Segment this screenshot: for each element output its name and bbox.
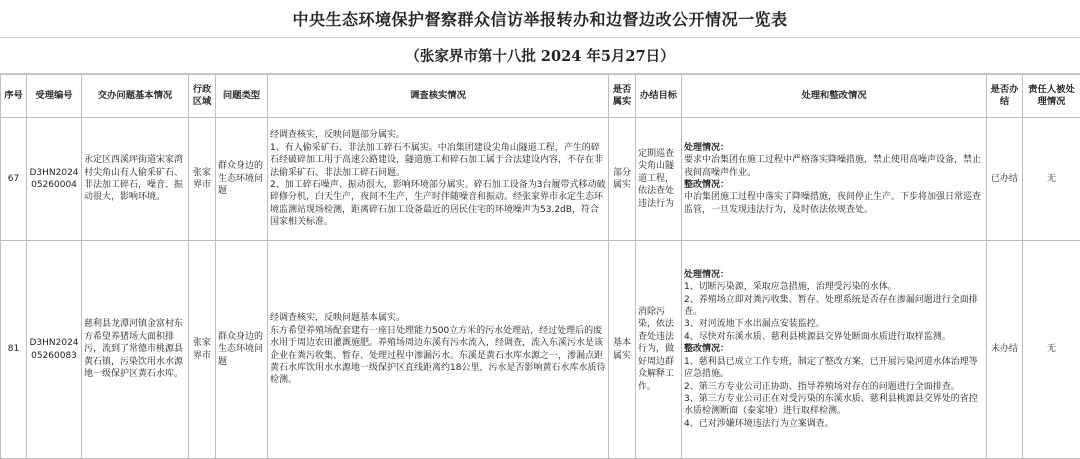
punish-cell: 无 bbox=[1023, 118, 1080, 241]
rectify-text: 1、慈利县已成立工作专班，制定了整改方案，已开展污染河道水体治理等应急措施。 2、第三方专业公司正协助、指导养殖场对存在的问题进行全面排查。 3、第三方专业公司正在对受污染的东溪水质、慈利县桃源县交界处的省控水质检测断面（泰家垭）进行取样检测。 4、已对涉嫌环境违法行为立案调查。 bbox=[684, 356, 984, 430]
header-cell: 责任人被处理情况 bbox=[1023, 75, 1080, 118]
done-cell: 已办结 bbox=[987, 118, 1023, 241]
rectify-label: 整改情况： bbox=[684, 179, 984, 191]
type-cell: 群众身边的生态环境问题 bbox=[216, 241, 268, 459]
page-subtitle: （张家界市第十八批 2024 年5月27日） bbox=[405, 45, 674, 66]
header-cell: 序号 bbox=[1, 75, 27, 118]
header-cell: 处理和整改情况 bbox=[682, 75, 987, 118]
handling-text: 要求中冶集团在施工过程中严格落实降噪措施，禁止使用高噪声设备，禁止夜间高噪声作业。 bbox=[684, 154, 984, 179]
title-bar bbox=[0, 0, 1080, 38]
issue-cell: 永定区西溪坪街道宋家湾村尖角山有人偷采矿石、非法加工碎石，噪音、振动很大，影响环境。 bbox=[82, 118, 189, 241]
handling-label: 处理情况： bbox=[684, 142, 984, 154]
goal-cell: 消除污染，依法查处违法行为，做好周边群众解释工作。 bbox=[636, 241, 682, 459]
done-cell: 未办结 bbox=[987, 241, 1023, 459]
investigation-cell: 经调查核实，反映问题部分属实。 1、有人偷采矿石、非法加工碎石不属实。中冶集团建设尖角山隧道工程，产生的碎石经破碎加工用于高速公路建设，隧道施工和碎石加工属于合法建设内容，不存在非法偷采矿石、非法加工碎石问题。 2、加工碎石噪声、振动很大，影响环境部分属实。碎石加工设备为3台履带式移动破碎修分机，白天生产，夜间不生产，生产时伴随噪音和振动。经张家界市永定生态环境监测站现场检测，距离碎石加工设备最近的居民住宅的环境噪声为53.2dB，符合国家相关标准。 bbox=[268, 118, 609, 241]
index-cell: 81 bbox=[1, 241, 27, 459]
handling-label: 处理情况： bbox=[684, 269, 984, 281]
verified-cell: 基本属实 bbox=[609, 241, 636, 459]
header-cell: 是否办结 bbox=[987, 75, 1023, 118]
rectify-label: 整改情况： bbox=[684, 343, 984, 355]
subtitle-bar bbox=[0, 38, 1080, 74]
id-cell: D3HN2024 05260004 bbox=[27, 118, 82, 241]
investigation-cell: 经调查核实，反映问题基本属实。 东方希望养殖场配套建有一座日处理能力500立方米的污水处理站，经过处理后的废水用于周边农田灌溉施肥。养殖场周边东溪有污水流入，经调查，流入东溪污水是该企业在粪污收集、暂存、处理过程中渗漏污水。东溪是黄石水库水源之一，渗漏点距黄石水库饮用水水源地一级保护区直线距离约18公里，污水是否影响黄石水库水质待检测。 bbox=[268, 241, 609, 459]
table-row bbox=[1, 241, 1080, 459]
table-row bbox=[1, 118, 1080, 241]
goal-cell: 定期巡查尖角山隧道工程，依法查处违法行为 bbox=[636, 118, 682, 241]
header-cell: 办结目标 bbox=[636, 75, 682, 118]
handling-cell bbox=[682, 241, 987, 459]
public-table bbox=[0, 74, 1080, 459]
handling-cell bbox=[682, 118, 987, 241]
id-cell: D3HN2024 05260083 bbox=[27, 241, 82, 459]
index-cell: 67 bbox=[1, 118, 27, 241]
header-cell: 是否属实 bbox=[609, 75, 636, 118]
header-cell: 问题类型 bbox=[216, 75, 268, 118]
verified-cell: 部分属实 bbox=[609, 118, 636, 241]
header-cell: 交办问题基本情况 bbox=[82, 75, 189, 118]
rectify-text: 中冶集团施工过程中落实了降噪措施，夜间停止生产。下步将加强日常巡查监管，一旦发现违法行为，及时依法依规查处。 bbox=[684, 191, 984, 216]
handling-text: 1、切断污染源，采取应急措施，治理受污染的水体。 2、养殖场立即对粪污收集、暂存、处理系统是否存在渗漏问题进行全面排查。 3、对河流地下水出漏点安装监控。 4、尽快对东溪水质、慈利县桃源县交界处断面水质进行取样监测。 bbox=[684, 281, 984, 343]
header-cell: 受理编号 bbox=[27, 75, 82, 118]
page-title: 中央生态环境保护督察群众信访举报转办和边督边改公开情况一览表 bbox=[292, 7, 787, 30]
punish-cell: 无 bbox=[1023, 241, 1080, 459]
type-cell: 群众身边的生态环境问题 bbox=[216, 118, 268, 241]
region-cell: 张家界市 bbox=[189, 118, 216, 241]
issue-cell: 慈利县龙潭河镇金富村东方希望养猪场大面积排污，流到了常德市桃源县黄石镇，污染饮用水水源地一级保护区黄石水库。 bbox=[82, 241, 189, 459]
header-cell: 行政区域 bbox=[189, 75, 216, 118]
table-header-row bbox=[1, 75, 1080, 118]
header-cell: 调查核实情况 bbox=[268, 75, 609, 118]
region-cell: 张家界市 bbox=[189, 241, 216, 459]
